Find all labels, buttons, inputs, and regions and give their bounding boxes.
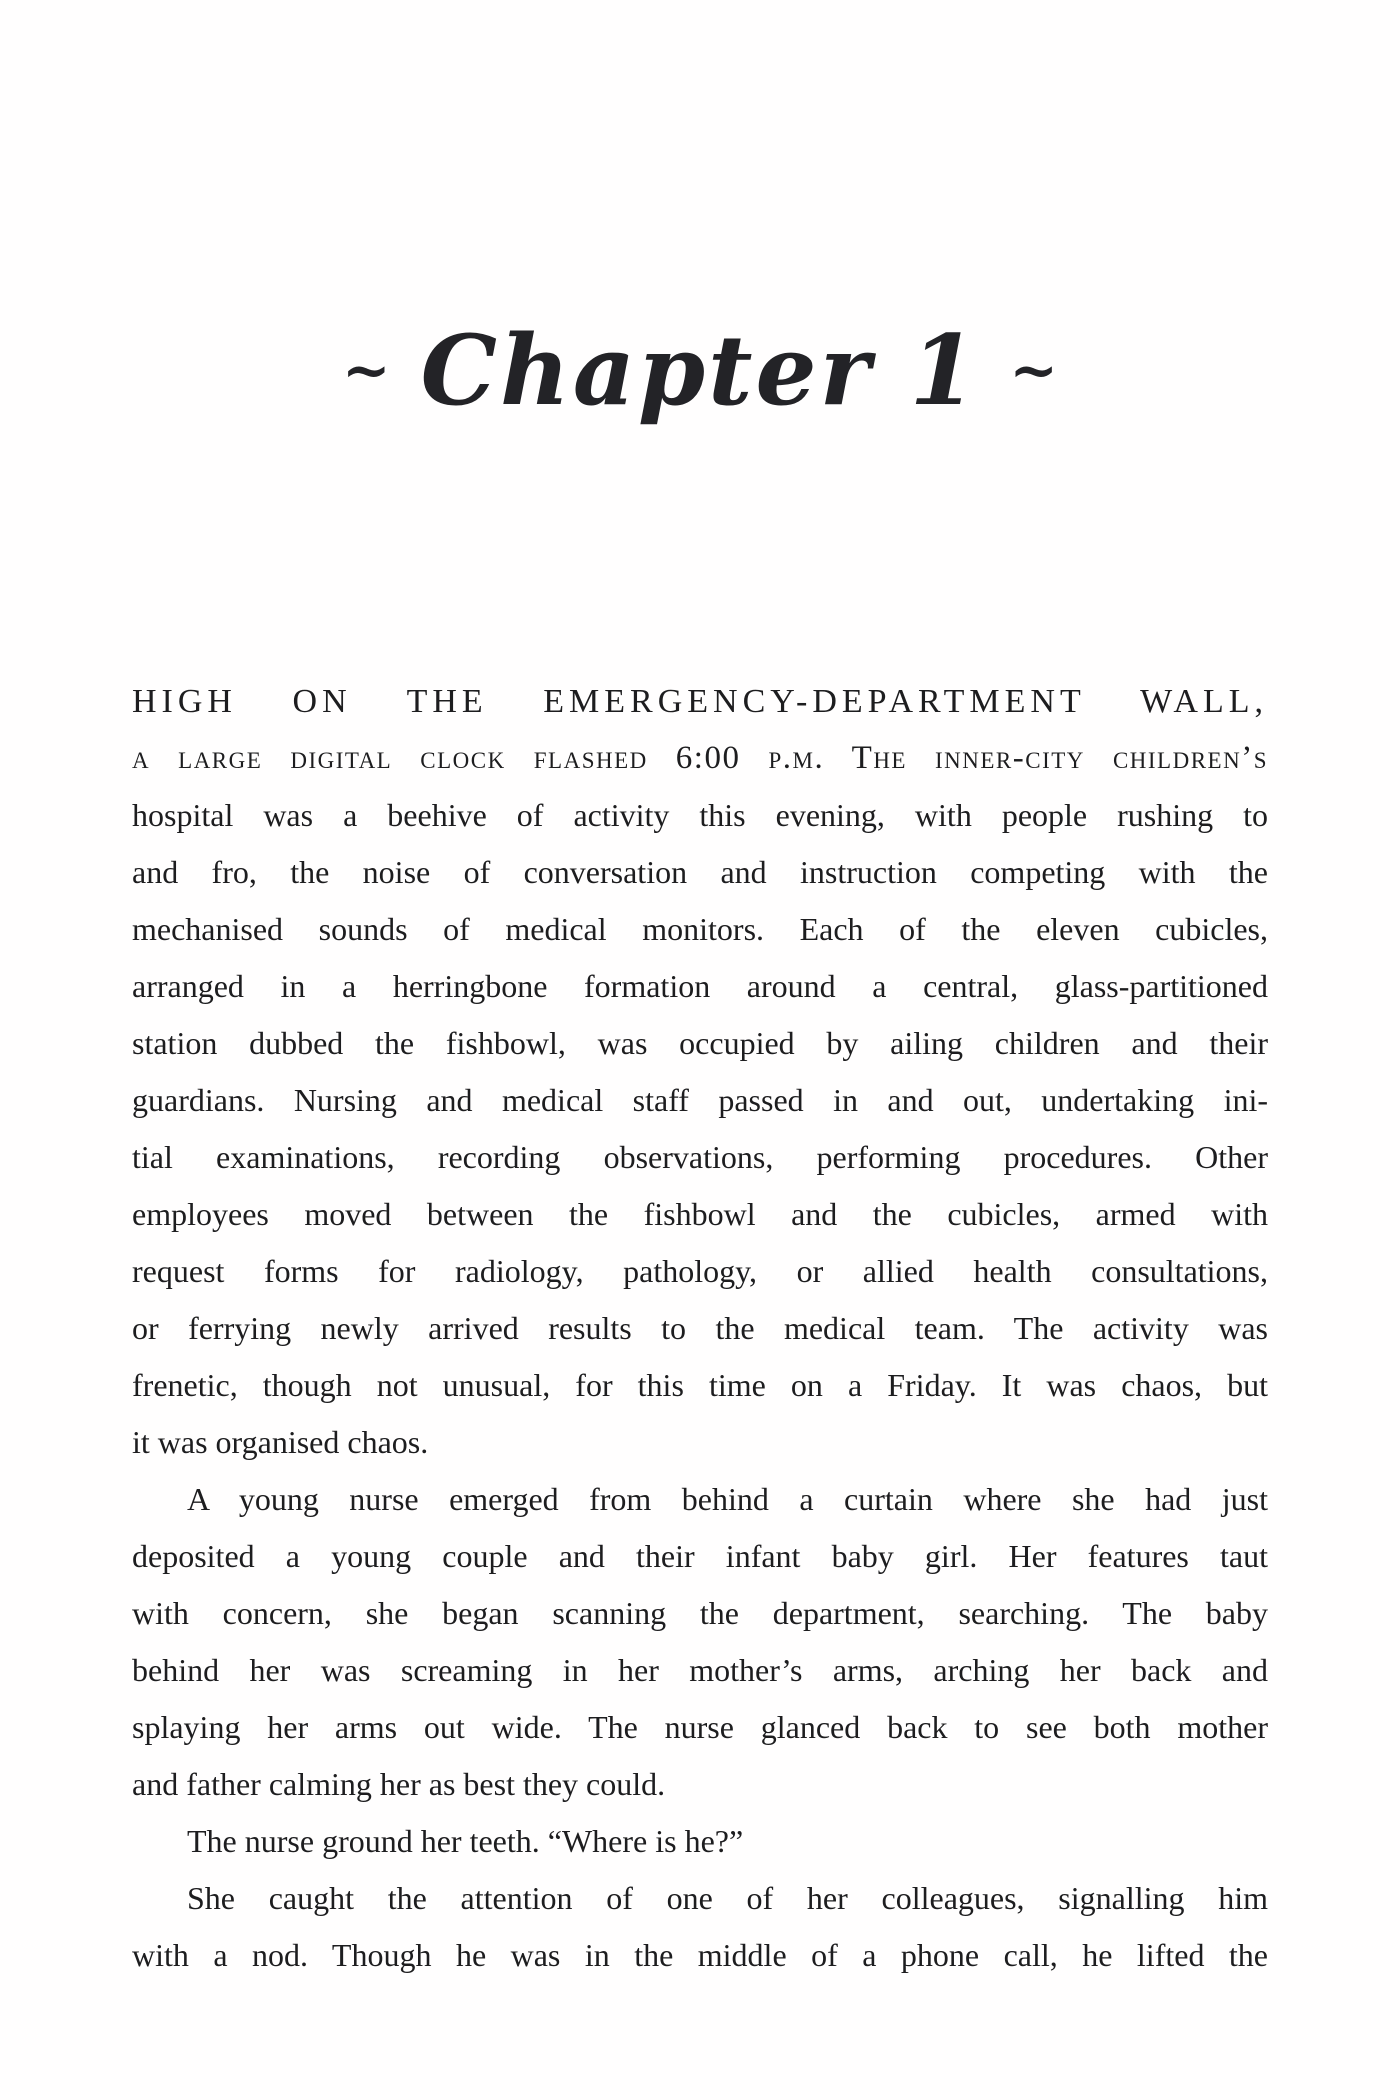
text-line: employees moved between the fishbowl and the cubicles, armed with (132, 1196, 1268, 1232)
text-line: mechanised sounds of medical monitors. Each of the eleven cubicles, (132, 911, 1268, 947)
tilde-ornament-left: ~ (342, 336, 391, 404)
text-line: with concern, she began scanning the department, searching. The baby (132, 1595, 1268, 1631)
tilde-ornament-right: ~ (1009, 336, 1058, 404)
text-line: with a nod. Though he was in the middle of a phone call, he lifted the (132, 1937, 1268, 1973)
text-line: station dubbed the fishbowl, was occupied by ailing children and their (132, 1025, 1268, 1061)
text-line: request forms for radiology, pathology, or allied health consultations, (132, 1253, 1268, 1289)
chapter-title: Chapter 1 (420, 314, 980, 427)
text-line: A young nurse emerged from behind a curtain where she had just (187, 1481, 1268, 1517)
text-line: behind her was screaming in her mother’s arms, arching her back and (132, 1652, 1268, 1688)
text-line: HIGH ON THE EMERGENCY-DEPARTMENT WALL, (132, 683, 1268, 720)
text-line: She caught the attention of one of her colleagues, signalling him (187, 1880, 1268, 1916)
text-line: or ferrying newly arrived results to the medical team. The activity was (132, 1310, 1268, 1346)
body-text (132, 673, 1268, 1984)
text-line: a large digital clock flashed 6:00 p.m. The inner-city children’s (132, 740, 1268, 776)
text-line: deposited a young couple and their infant baby girl. Her features taut (132, 1538, 1268, 1574)
chapter-heading (0, 308, 1400, 461)
text-line: The nurse ground her teeth. “Where is he?” (187, 1823, 744, 1859)
text-line: splaying her arms out wide. The nurse glanced back to see both mother (132, 1709, 1268, 1745)
text-line: tial examinations, recording observations, performing procedures. Other (132, 1139, 1268, 1175)
text-line: it was organised chaos. (132, 1424, 429, 1460)
text-line: arranged in a herringbone formation around a central, glass-partitioned (132, 968, 1268, 1004)
text-line: and fro, the noise of conversation and instruction competing with the (132, 854, 1268, 890)
text-line: frenetic, though not unusual, for this time on a Friday. It was chaos, but (132, 1367, 1268, 1403)
text-line: guardians. Nursing and medical staff passed in and out, undertaking ini- (132, 1082, 1268, 1118)
text-line: and father calming her as best they could. (132, 1766, 666, 1802)
text-line: hospital was a beehive of activity this evening, with people rushing to (132, 797, 1268, 833)
